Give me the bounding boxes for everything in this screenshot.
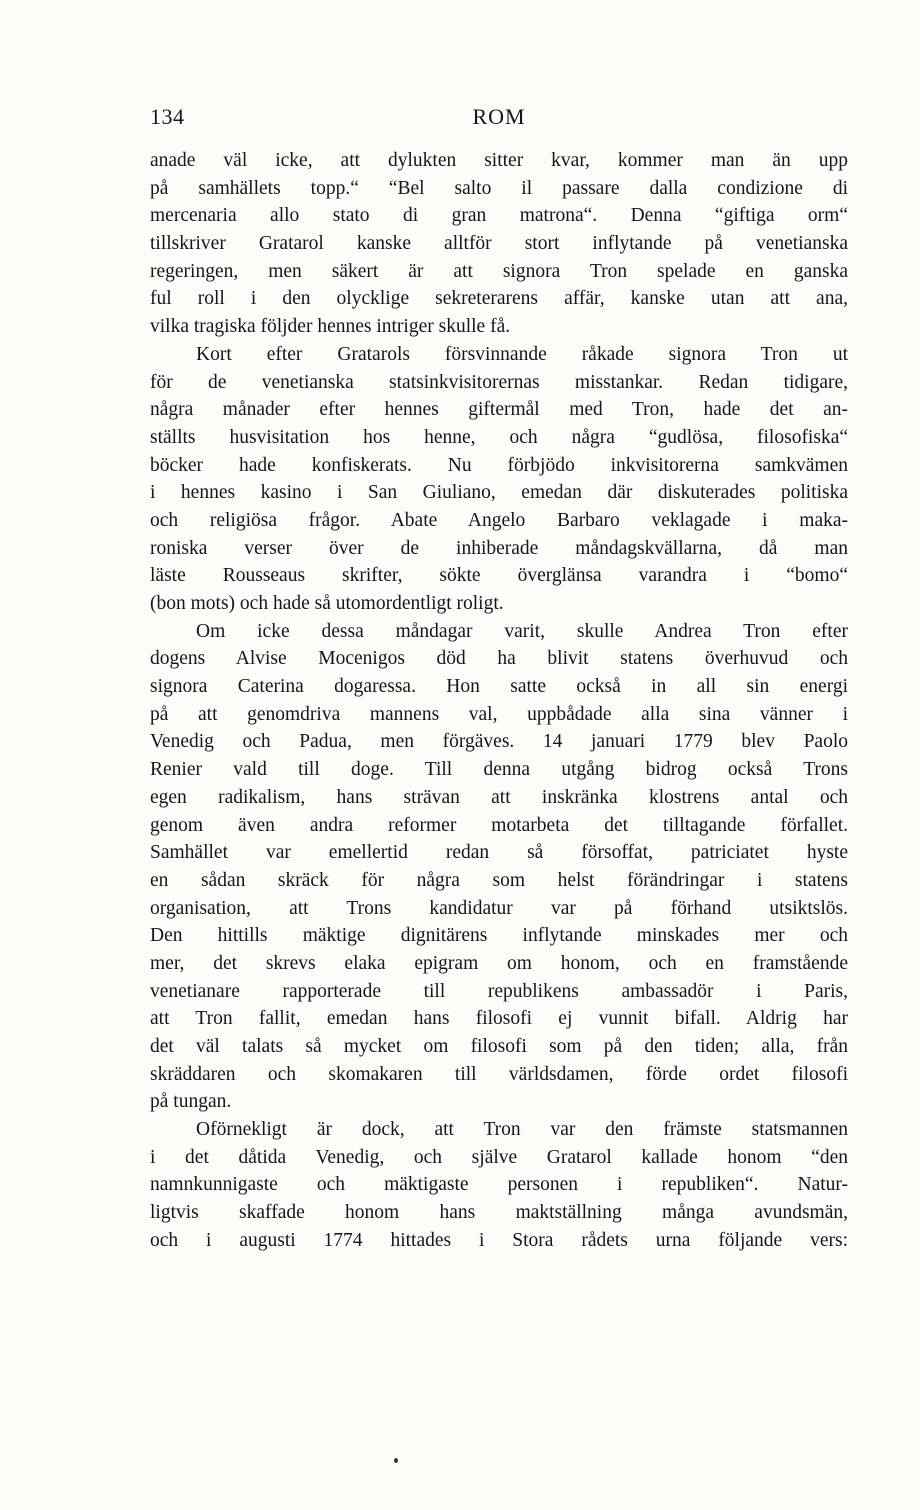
text-line: en sådan skräck för några som helst förändringar i statens <box>150 869 848 891</box>
text-line: regeringen, men säkert är att signora Tron spelade en ganska <box>150 260 848 282</box>
text-line: på att genomdriva mannens val, uppbådade alla sina vänner i <box>150 703 848 725</box>
text-line: Venedig och Padua, men förgäves. 14 januari 1779 blev Paolo <box>150 731 848 753</box>
text-line: Kort efter Gratarols försvinnande råkade signora Tron ut <box>196 343 848 365</box>
text-line: genom även andra reformer motarbeta det tilltagande förfallet. <box>150 814 848 836</box>
text-line: ligtvis skaffade honom hans maktställning många avundsmän, <box>150 1202 848 1224</box>
text-line: för de venetianska statsinkvisitorernas misstankar. Redan tidigare, <box>150 371 848 393</box>
text-line: tillskriver Gratarol kanske alltför stort inflytande på venetianska <box>150 233 848 255</box>
text-line: ful roll i den olycklige sekreterarens affär, kanske utan att ana, <box>150 288 848 310</box>
text-line: Om icke dessa måndagar varit, skulle Andrea Tron efter <box>196 620 848 642</box>
text-line: i det dåtida Venedig, och själve Gratarol kallade honom “den <box>150 1146 848 1168</box>
text-line: vilka tragiska följder hennes intriger skulle få. <box>150 316 511 338</box>
text-line: roniska verser över de inhiberade måndagskvällarna, då man <box>150 537 848 559</box>
text-line: på tungan. <box>150 1091 232 1113</box>
text-line: några månader efter hennes giftermål med Tron, hade det an- <box>150 399 848 421</box>
text-line: dogens Alvise Mocenigos död ha blivit statens överhuvud och <box>150 648 848 670</box>
paragraph <box>150 147 848 341</box>
text-line: ställts husvisitation hos henne, och några “gudlösa, filosofiska“ <box>150 426 848 448</box>
text-line: i hennes kasino i San Giuliano, emedan där diskuterades politiska <box>150 482 848 504</box>
page-number: 134 <box>150 104 185 129</box>
text-line: mer, det skrevs elaka epigram om honom, och en framstående <box>150 952 848 974</box>
text-line: egen radikalism, hans strävan att inskränka klostrens antal och <box>150 786 848 808</box>
text-line: Den hittills mäktige dignitärens inflytande minskades mer och <box>150 925 848 947</box>
text-line: namnkunnigaste och mäktigaste personen i republiken“. Natur- <box>150 1174 848 1196</box>
text-line: anade väl icke, att dylukten sitter kvar, kommer man än upp <box>150 150 848 171</box>
text-line: mercenaria allo stato di gran matrona“. Denna “giftiga orm“ <box>150 205 848 227</box>
text-line: venetianare rapporterade till republikens ambassadör i Paris, <box>150 980 848 1002</box>
body-text <box>150 147 848 1255</box>
text-line: organisation, att Trons kandidatur var på förhand utsiktslös. <box>150 897 848 919</box>
text-line: på samhällets topp.“ “Bel salto il passare dalla condizione di <box>150 177 848 199</box>
text-line: läste Rousseaus skrifter, sökte överglänsa varandra i “bomo“ <box>150 565 848 587</box>
text-line: Renier vald till doge. Till denna utgång bidrog också Trons <box>150 759 848 781</box>
text-line: Oförnekligt är dock, att Tron var den främste statsmannen <box>196 1119 848 1141</box>
text-line: skräddaren och skomakaren till världsdamen, förde ordet filosofi <box>150 1063 848 1085</box>
page-header <box>150 104 848 134</box>
paragraph <box>150 1116 848 1254</box>
text-line: Samhället var emellertid redan så försoffat, patriciatet hyste <box>150 842 848 864</box>
text-line: och religiösa frågor. Abate Angelo Barbaro veklagade i maka- <box>150 509 848 531</box>
text-line: böcker hade konfiskerats. Nu förbjödo inkvisitorerna samkvämen <box>150 454 848 476</box>
paragraph <box>150 618 848 1116</box>
text-line: och i augusti 1774 hittades i Stora rådets urna följande vers: <box>150 1229 848 1251</box>
text-line: att Tron fallit, emedan hans filosofi ej vunnit bifall. Aldrig har <box>150 1008 848 1030</box>
print-speck <box>394 1458 398 1463</box>
text-line: signora Caterina dogaressa. Hon satte också in all sin energi <box>150 676 848 698</box>
running-title: ROM <box>472 104 526 129</box>
text-line: det väl talats så mycket om filosofi som på den tiden; alla, från <box>150 1036 848 1057</box>
paragraph <box>150 341 848 618</box>
text-line: (bon mots) och hade så utomordentligt roligt. <box>150 593 504 614</box>
